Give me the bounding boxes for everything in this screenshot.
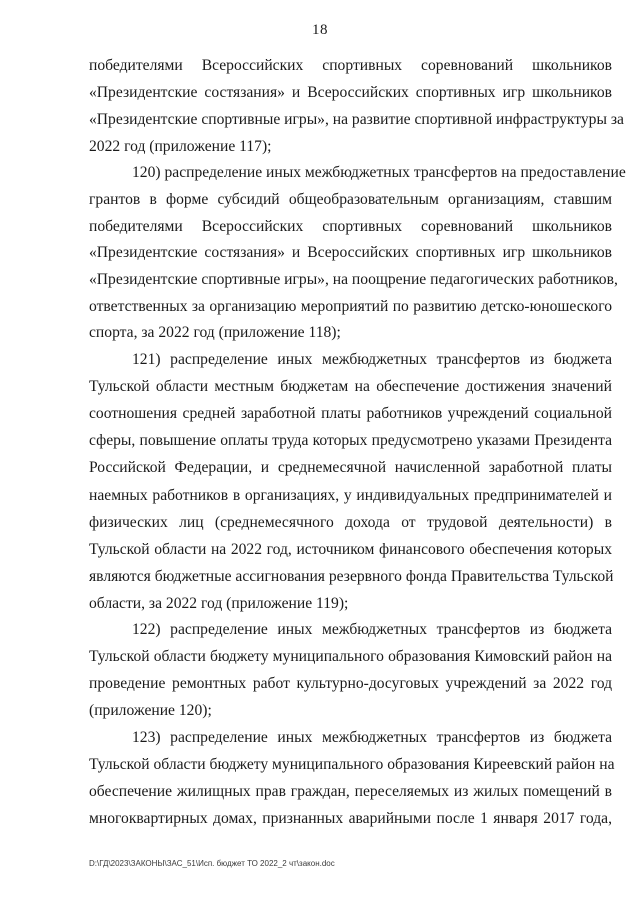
text-line: обеспечение жилищных прав граждан, переселяемых из жилых помещений в bbox=[89, 783, 612, 800]
text-line: физических лиц (среднемесячного дохода от трудовой деятельности) в bbox=[89, 514, 612, 531]
text-line: «Президентские состязания» и Всероссийских спортивных игр школьников bbox=[89, 244, 612, 261]
text-line: Российской Федерации, и среднемесячной начисленной заработной платы bbox=[89, 459, 612, 476]
text-line: являются бюджетные ассигнования резервного фонда Правительства Тульской bbox=[89, 568, 614, 585]
text-line: соотношения средней заработной платы работников учреждений социальной bbox=[89, 405, 612, 422]
text-line: 121) распределение иных межбюджетных трансфертов из бюджета bbox=[132, 351, 612, 368]
text-line: Тульской области на 2022 год, источником финансового обеспечения которых bbox=[89, 541, 612, 558]
file-path-footer: D:\ГД\2023\ЗАКОНЫ\ЗАС_51\Исп. бюджет ТО 2022_2 чт\закон.doc bbox=[89, 859, 335, 868]
text-line: ответственных за организацию мероприятий по развитию детско-юношеского bbox=[89, 298, 612, 315]
text-line: наемных работников в организациях, у индивидуальных предпринимателей и bbox=[89, 487, 612, 504]
text-line: грантов в форме субсидий общеобразовательным организациям, ставшим bbox=[89, 191, 612, 208]
text-line: 120) распределение иных межбюджетных трансфертов на предоставление bbox=[132, 164, 626, 181]
text-line: 122) распределение иных межбюджетных трансфертов из бюджета bbox=[132, 621, 612, 638]
text-line: спорта, за 2022 год (приложение 118); bbox=[89, 324, 341, 341]
text-line: Тульской области местным бюджетам на обеспечение достижения значений bbox=[89, 378, 612, 395]
text-line: победителями Всероссийских спортивных соревнований школьников bbox=[89, 218, 612, 235]
page-number: 18 bbox=[312, 22, 328, 38]
text-line: Тульской области бюджету муниципального образования Киреевский район на bbox=[89, 756, 615, 773]
text-line: 2022 год (приложение 117); bbox=[89, 138, 272, 155]
text-line: (приложение 120); bbox=[89, 702, 212, 719]
text-line: сферы, повышение оплаты труда которых предусмотрено указами Президента bbox=[89, 432, 612, 449]
text-line: «Президентские спортивные игры», на развитие спортивной инфраструктуры за bbox=[89, 111, 624, 128]
text-line: области, за 2022 год (приложение 119); bbox=[89, 595, 349, 612]
text-line: победителями Всероссийских спортивных соревнований школьников bbox=[89, 57, 612, 74]
text-line: проведение ремонтных работ культурно-досуговых учреждений за 2022 год bbox=[89, 675, 612, 692]
text-line: 123) распределение иных межбюджетных трансфертов из бюджета bbox=[132, 729, 612, 746]
text-line: Тульской области бюджету муниципального образования Кимовский район на bbox=[89, 648, 612, 665]
text-line: «Президентские спортивные игры», на поощрение педагогических работников, bbox=[89, 271, 618, 288]
text-line: «Президентские состязания» и Всероссийских спортивных игр школьников bbox=[89, 84, 612, 101]
text-line: многоквартирных домах, признанных аварийными после 1 января 2017 года, bbox=[89, 810, 612, 827]
